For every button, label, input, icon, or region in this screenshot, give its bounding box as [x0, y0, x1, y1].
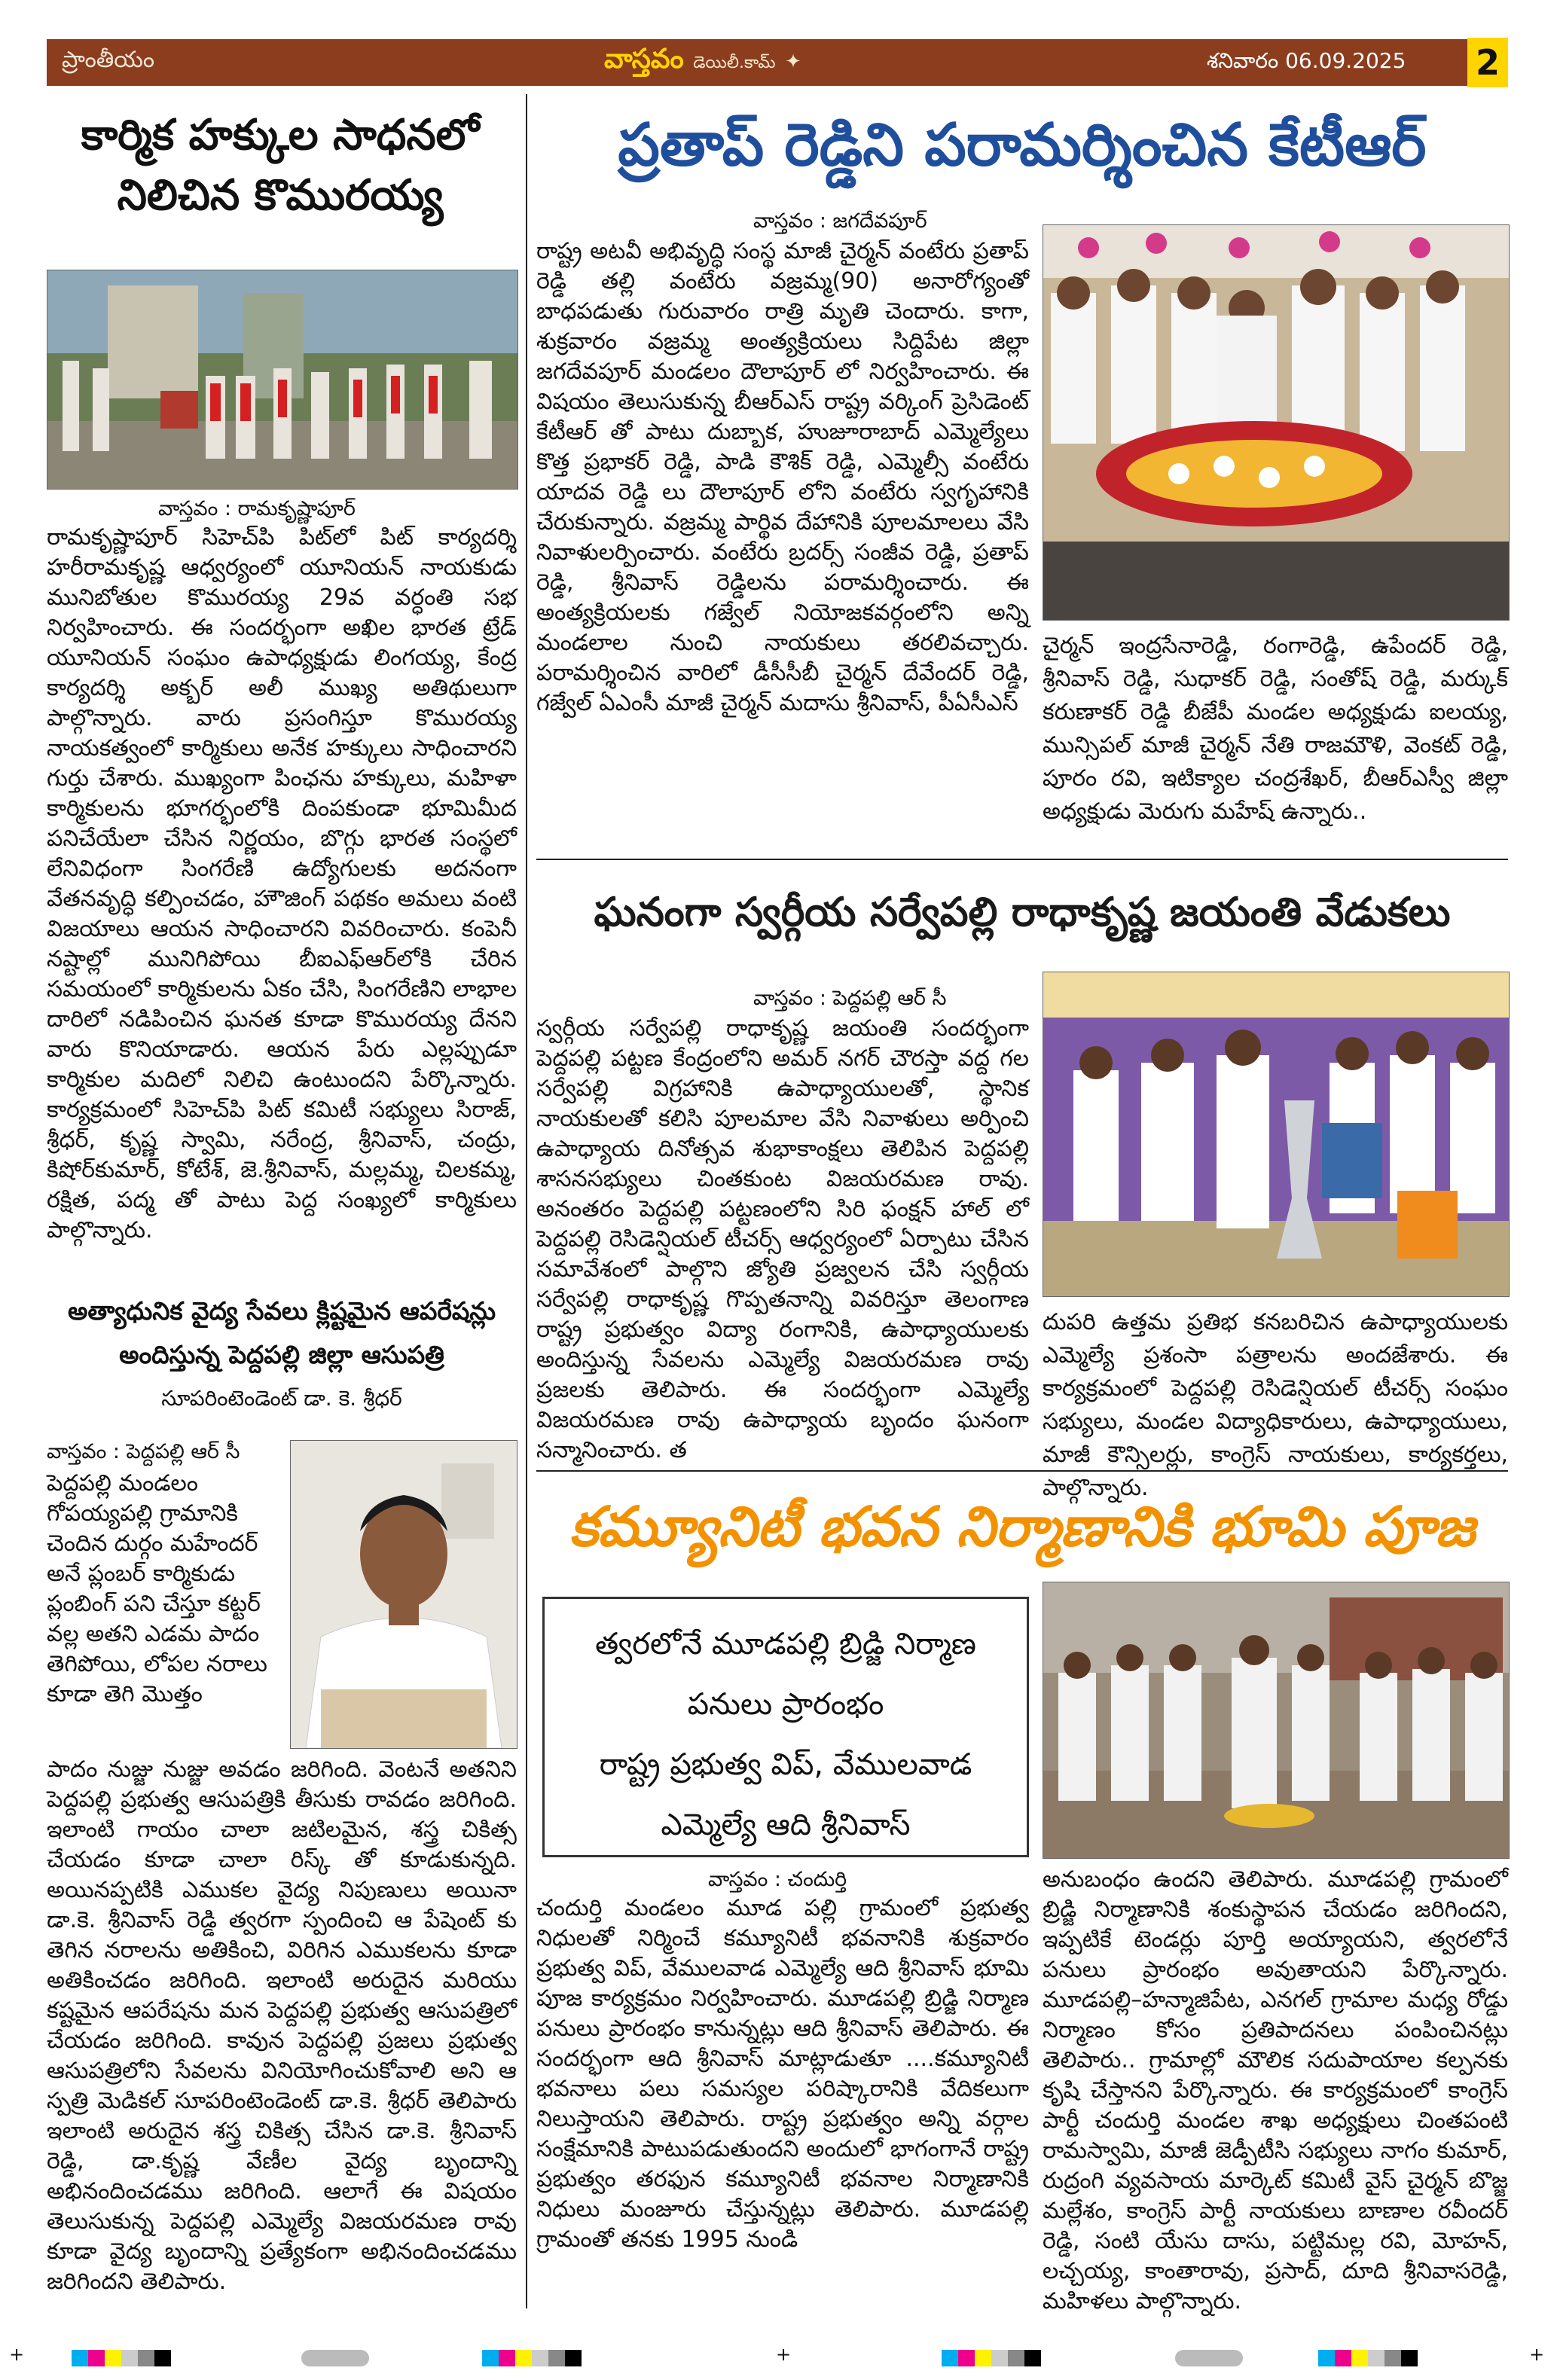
dateline: వాస్తవం : పెద్దపల్లి ఆర్ సీ: [47, 1440, 240, 1463]
headline-line: నిలిచిన కొమురయ్య: [117, 171, 444, 220]
highlight-line: పనులు ప్రారంభం: [687, 1687, 884, 1722]
color-bar: [72, 2350, 171, 2366]
registration-cross-icon: +: [1529, 2344, 1545, 2365]
page-header-bar: [47, 39, 1493, 86]
issue-date: శనివారం 06.09.2025: [1207, 48, 1406, 73]
registration-pill: [301, 2350, 369, 2366]
right-article2-headline: ఘనంగా స్వర్గీయ సర్వేపల్లి రాధాకృష్ణ జయంతి వేడుకలు: [594, 889, 1451, 935]
color-bar: [942, 2350, 1041, 2366]
column-divider: [526, 94, 527, 2308]
highlight-box: [542, 1597, 1029, 1857]
article-body-continued: చైర్మన్ ఇంద్రసేనారెడ్డి, రంగారెడ్డి, ఉపేందర్ రెడ్డి, శ్రీనివాస్ రెడ్డి, సుధాకర్ రెడ్డి, సంతోష్ రెడ్డి, మర్కుక్ కరుణాకర్ రెడ్డి బీజేపీ మండల అధ్యక్షుడు ఐలయ్య, మున్సిపల్ మాజీ చైర్మన్ నేతి రాజమౌళి, వెంకట్ రెడ్డి, పూరం రవి, ఇటిక్యాల చంద్రశేఖర్, బీఆర్ఎస్వీ జిల్లా అధ్యక్షుడు మెరుగు మహేష్ ఉన్నారు..: [1043, 633, 1508, 825]
byline: సూపరింటెండెంట్ డా. కె. శ్రీధర్: [161, 1386, 402, 1411]
article-body-continued: దుపరి ఉత్తమ ప్రతిభ కనబరిచిన ఉపాధ్యాయులకు ఎమ్మెల్యే ప్రశంసా పత్రాలను అందజేశారు. ఈ కార్యక్రమంలో పెద్దపల్లి రెసిడెన్షియల్ టీచర్స్ సంఘం సభ్యులు, మండల విద్యాధికారులు, ఉపాధ్యాయులు, మాజీ కౌన్సిలర్లు, కాంగ్రెస్ నాయకులు, కార్యకర్తలు, పాల్గొన్నారు.: [1043, 1309, 1508, 1501]
masthead-suffix: డెయిలీ.కామ్: [693, 53, 776, 72]
article-body: చందుర్తి మండలం మూడ పల్లి గ్రామంలో ప్రభుత్వ నిధులతో నిర్మించే కమ్యూనిటీ భవనానికి శుక్రవారం ప్రభుత్వ విప్, వేములవాడ ఎమ్మెల్యే ఆది శ్రీనివాస్ భూమి పూజ కార్యక్రమం నిర్వహించారు. మూడపల్లి బ్రిడ్జి నిర్మాణ పనులు ప్రారంభం కానున్నట్లు ఆది శ్రీనివాస్ తెలిపారు. ఈ సందర్భంగా ఆది శ్రీనివాస్ మాట్లాడుతూ ....కమ్యూనిటీ భవనాలు పలు సమస్యల పరిష్కారానికి వేదికలుగా నిలుస్తాయని తెలిపారు. రాష్ట్ర ప్రభుత్వం అన్ని వర్గాల సంక్షేమానికి పాటుపడుతుందని అందులో భాగంగానే రాష్ట్ర ప్రభుత్వం తరఫున కమ్యూనిటీ భవనాల నిర్మాణానికి నిధులు మంజూరు చేస్తున్నట్లు తెలిపారు. మూడపల్లి గ్రామంతో తనకు 1995 నుండి: [536, 1895, 1029, 2253]
article-body-side: పెద్దపల్లి మండలం గోపయ్యపల్లి గ్రామానికి చెందిన దుర్గం మహేందర్ అనే ప్లంబర్ కార్మికుడు ప్లంబింగ్ పని చేస్తూ కట్టర్ వల్ల అతని ఎడమ పాదం తెగిపోయి, లోపల నరాలు కూడా తెగి మొత్తం: [47, 1470, 267, 1707]
article-body-continued: అనుబంధం ఉందని తెలిపారు. మూడపల్లి గ్రామంలో బ్రిడ్జి నిర్మాణానికి శంకుస్థాపన చేయడం జరిగిందని, ఇప్పటికే టెండర్లు పూర్తి అయ్యాయని, త్వరలోనే పనులు ప్రారంభం అవుతాయని పేర్కొన్నారు. మూడపల్లి–హన్మాజిపేట, ఎనగల్ గ్రామాల మధ్య రోడ్డు నిర్మాణం కోసం ప్రతిపాదనలు పంపించినట్లు తెలిపారు.. గ్రామాల్లో మౌలిక సదుపాయాల కల్పనకు కృషి చేస్తానని పేర్కొన్నారు. ఈ కార్యక్రమంలో కాంగ్రెస్ పార్టీ చందుర్తి మండల శాఖ అధ్యక్షులు చింతపంటి రామస్వామి, మాజీ జెడ్పీటీసి సభ్యులు నాగం కుమార్, రుద్రంగి వ్యవసాయ మార్కెట్ కమిటీ వైస్ చైర్మన్ బొజ్జ మల్లేశం, కాంగ్రెస్ పార్టీ నాయకులు బాణాల రవీందర్ రెడ్డి, సంటి యేసు దాసు, పట్టిమల్ల రవి, మోహన్, లచ్చయ్య, కాంతారావు, ప్రసాద్, దూది శ్రీనివాసరెడ్డి, మహిళలు పాల్గొన్నారు.: [1043, 1866, 1508, 2314]
dateline: వాస్తవం : చందుర్తి: [708, 1868, 847, 1891]
article-body: రామకృష్ణాపూర్ సిహెచ్‌పి పిట్‌లో పిట్ కార్యదర్శి హరీరామకృష్ణ ఆధ్వర్యంలో యూనియన్ నాయకుడు మునిబోతుల కొమురయ్య 29వ వర్ధంతి సభ నిర్వహించారు. ఈ సందర్భంగా అఖిల భారత ట్రేడ్ యూనియన్ సంఘం ఉపాధ్యక్షుడు లింగయ్య, కేంద్ర కార్యదర్శి అక్బర్ అలీ ముఖ్య అతిథులుగా పాల్గొన్నారు. వారు ప్రసంగిస్తూ కొమురయ్య నాయకత్వంలో కార్మికులు అనేక హక్కులు సాధించారని గుర్తు చేశారు. ముఖ్యంగా పింఛను హక్కులు, మహిళా కార్మికులను భూగర్భంలోకి దింపకుండా భూమిమీద పనిచేయేలా చేసిన నిర్ణయం, బొగ్గు భారత సంస్థలో లేనివిధంగా సింగరేణి ఉద్యోగులకు అదనంగా వేతనవృద్ధి కల్పించడం, హౌజింగ్ పథకం అమలు వంటి విజయాలు ఆయన సాధించారని వివరించారు. కంపెనీ నష్టాల్లో మునిగిపోయి బీఐఎఫ్‌ఆర్‌లోకి చేరిన సమయంలో కార్మికులను ఏకం చేసి, సింగరేణిని లాభాల దారిలో నడిపించిన ఘనత కూడా కొమురయ్య దేనని వారు కొనియాడారు. ఆయన పేరు ఎల్లప్పుడూ కార్మికుల మదిలో నిలిచి ఉంటుందని పేర్కొన్నారు. కార్యక్రమంలో సిహెచ్‌పి పిట్ కమిటీ సభ్యులు సిరాజ్, శ్రీధర్, కృష్ణ స్వామి, నరేంద్ర, శ్రీనివాస్, చంద్రు, కిషోర్‌కుమార్, కోటేశ్, జె.శ్రీనివాస్, మల్లమ్మ, చిలకమ్మ, రక్షిత, పద్మ తో పాటు పెద్ద సంఖ్యలో కార్మికులు పాల్గొన్నారు.: [47, 524, 517, 1243]
section-divider: [536, 859, 1508, 860]
registration-pill: [1175, 2350, 1243, 2366]
masthead: [604, 44, 801, 81]
article-body: రాష్ట్ర అటవీ అభివృద్ధి సంస్థ మాజీ చైర్మన్ వంటేరు ప్రతాప్ రెడ్డి తల్లి వంటేరు వజ్రమ్మ(90) అనారోగ్యంతో బాధపడుతు గురువారం రాత్రి మృతి చెందారు. కాగా, శుక్రవారం వజ్రమ్మ అంత్యక్రియలు సిద్దిపేట జిల్లా జగదేవపూర్ మండలం దౌలాపూర్ లో నిర్వహించారు. ఈ విషయం తెలుసుకున్న బీఆర్ఎస్ రాష్ట్ర వర్కింగ్ ప్రెసిడెంట్ కేటీఆర్ తో పాటు దుబ్బాక, హుజూరాబాద్ ఎమ్మెల్యేలు కొత్త ప్రభాకర్ రెడ్డి, పాడి కౌశిక్ రెడ్డి, ఎమ్మెల్సీ వంటేరు యాదవ రెడ్డి లు దౌలాపూర్ లోని వంటేరు స్వగృహానికి చేరుకున్నారు. వజ్రమ్మ పార్థివ దేహానికి పూలమాలలు వేసి నివాళులర్పించారు. వంటేరు బ్రదర్స్ సంజీవ రెడ్డి, ప్రతాప్ రెడ్డి, శ్రీనివాస్ రెడ్డిలను పరామర్శించారు. ఈ అంత్యక్రియలకు గజ్వేల్ నియోజకవర్గంలోని అన్ని మండలాల నుంచి నాయకులు తరలివచ్చారు. పరామర్శించిన వారిలో డీసీసీబీ చైర్మన్ దేవేందర్ రెడ్డి, గజ్వేల్ ఏఎంసీ మాజీ చైర్మన్ మదాసు శ్రీనివాస్, పీఏసీఎస్: [536, 238, 1029, 716]
left-article1-headline: [47, 105, 514, 226]
color-bar: [482, 2350, 582, 2366]
condolence-visit-photo: [1043, 224, 1510, 621]
teachers-day-event-photo: [1043, 972, 1510, 1297]
highlight-box-text: [545, 1614, 1027, 1855]
right-article3-headline: కమ్యూనిటీ భవన నిర్మాణానికి భూమి పూజ: [569, 1495, 1476, 1559]
dateline: వాస్తవం : పెద్దపల్లి ఆర్ సీ: [753, 987, 947, 1010]
dateline: వాస్తవం : జగదేవపూర్: [753, 209, 927, 233]
highlight-line: త్వరలోనే మూడపల్లి బ్రిడ్జి నిర్మాణ: [595, 1627, 976, 1661]
color-bar: [1318, 2350, 1418, 2366]
article-body: స్వర్గీయ సర్వేపల్లి రాధాకృష్ణ జయంతి సందర్భంగా పెద్దపల్లి పట్టణ కేంద్రంలోని అమర్ నగర్ చౌరస్తా వద్ద గల సర్వేపల్లి విగ్రహానికి ఉపాధ్యాయులతో, స్థానిక నాయకులతో కలిసి పూలమాల వేసి నివాళులు అర్పించి ఉపాధ్యాయ దినోత్సవ శుభాకాంక్షలు తెలిపిన పెద్దపల్లి శాసనసభ్యులు చింతకుంట విజయరమణ రావు. అనంతరం పెద్దపల్లి పట్టణంలోని సిరి ఫంక్షన్ హాల్ లో పెద్దపల్లి రెసిడెన్షియల్ టీచర్స్ ఆధ్వర్యంలో ఏర్పాటు చేసిన సమావేశంలో పాల్గొని జ్యోతి ప్రజ్వలన చేసి స్వర్గీయ సర్వేపల్లి రాధాకృష్ణ గొప్పతనాన్ని వివరిస్తూ తెలంగాణ రాష్ట్ర ప్రభుత్వం విద్యా రంగానికి, ఉపాధ్యాయులకు అందిస్తున్న సేవలను ఎమ్మెల్యే విజయరమణ రావు ప్రజలకు తెలిపారు. ఈ సందర్భంగా ఎమ్మెల్యే విజయరమణ రావు ఉపాధ్యాయ బృందం ఘనంగా సన్మానించారు. త: [536, 1015, 1029, 1463]
workers-memorial-photo: [47, 270, 518, 490]
highlight-line: ఎమ్మెల్యే ఆది శ్రీనివాస్: [661, 1808, 911, 1842]
bird-icon: ✦: [785, 50, 801, 73]
masthead-title: వాస్తవం: [604, 44, 684, 75]
left-article2-headline: [47, 1289, 517, 1377]
bhoomi-puja-photo: [1043, 1582, 1510, 1859]
spacer: [47, 1279, 517, 1280]
registration-cross-icon: +: [776, 2344, 792, 2365]
superintendent-portrait: [290, 1440, 517, 1749]
highlight-line: రాష్ట్ర ప్రభుత్వ విప్, వేములవాడ: [599, 1747, 972, 1782]
right-article1-headline: ప్రతాప్ రెడ్డిని పరామర్శించిన కేటీఆర్: [618, 111, 1427, 179]
headline-line: అత్యాధునిక వైద్య సేవలు క్లిష్టమైన ఆపరేషన్లు: [67, 1296, 496, 1326]
registration-cross-icon: +: [9, 2344, 25, 2365]
section-label: ప్రాంతీయం: [62, 47, 155, 73]
headline-line: అందిస్తున్న పెద్దపల్లి జిల్లా ఆసుపత్రి: [119, 1340, 444, 1369]
page-number: 2: [1467, 38, 1508, 87]
headline-line: కార్మిక హక్కుల సాధనలో: [81, 111, 480, 160]
article-body: పాదం నుజ్జు నుజ్జు అవడం జరిగింది. వెంటనే అతనిని పెద్దపల్లి ప్రభుత్వ ఆసుపత్రికి తీసుకు రావడం జరిగింది. ఇలాంటి గాయం చాలా జటిలమైన, శస్త్ర చికిత్స చేయడం కూడా చాలా రిస్క్ తో కూడుకున్నది. అయినప్పటికి ఎముకల వైద్య నిపుణులు అయినా డా.కె. శ్రీనివాస్ రెడ్డి త్వరగా స్పందించి ఆ పేషెంట్ కు తెగిన నరాలను అతికించి, విరిగిన ఎముకలను కూడా అతికించడం జరిగింది. ఇలాంటి అరుదైన మరియు కష్టమైన ఆపరేషను మన పెద్దపల్లి ప్రభుత్వ ఆసుపత్రిలో చేయడం జరిగింది. కావున పెద్దపల్లి ప్రజలు ప్రభుత్వ ఆసుపత్రిలోని సేవలను వినియోగించుకోవాలి అని ఆ స్పత్రి మెడికల్ సూపరింటెండెంట్ డా.కె. శ్రీధర్ తెలిపారు ఇలాంటి అరుదైన శస్త్ర చికిత్స చేసిన డా.కె. శ్రీనివాస్ రెడ్డి, డా.కృష్ణ వేణీల వైద్య బృందాన్ని అభినందించడము జరిగింది. ఆలాగే ఈ విషయం తెలుసుకున్న పెద్దపల్లి ఎమ్మెల్యే విజయరమణ రావు కూడా వైద్య బృందాన్ని ప్రత్యేకంగా అభినందించడము జరిగిందని తెలిపారు.: [47, 1756, 517, 2295]
section-divider: [536, 1470, 1508, 1472]
dateline: వాస్తవం : రామకృష్ణాపూర్: [158, 497, 356, 520]
